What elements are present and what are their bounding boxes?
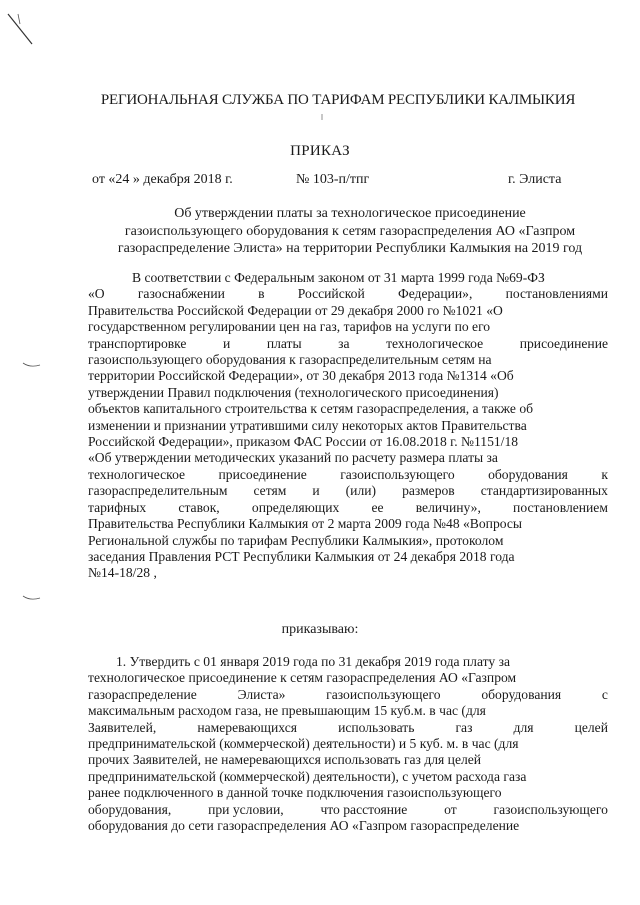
text-word: оборудования xyxy=(488,466,568,482)
text-word: Правительства Российской Федерации от 29 декабря 2000 го №1021 «О xyxy=(88,302,503,318)
text-word: (или) xyxy=(345,483,377,499)
text-word: газоиспользующего xyxy=(326,686,441,702)
text-word: ее xyxy=(371,499,384,515)
scan-mark-left-2 xyxy=(22,593,42,603)
subject-line: газораспределение Элиста» на территории Республики Калмыкия на 2019 год xyxy=(117,241,583,256)
text-word: транспортировке xyxy=(88,335,187,351)
text-word: В соответствии с Федеральным законом от 31 марта 1999 года №69-ФЗ xyxy=(132,270,545,285)
text-line xyxy=(88,368,608,384)
text-word: сетям xyxy=(253,483,287,499)
order-date: от «24 » декабря 2018 г. xyxy=(92,172,233,187)
text-word: предпринимательской (коммерческой) деятельности) и 5 куб. м. в час (для xyxy=(88,736,519,752)
text-word: в xyxy=(258,286,265,302)
text-word: объектов капитального строительства к сетям газораспределения, а также об xyxy=(88,401,534,417)
text-line xyxy=(88,467,608,483)
text-word: стандартизированных xyxy=(480,483,608,499)
text-word: максимальным расходом газа, не превышающим 15 куб.м. в час (для xyxy=(88,703,486,719)
text-word: газ xyxy=(455,719,473,735)
text-line xyxy=(88,565,608,581)
text-line xyxy=(88,418,608,434)
text-line xyxy=(88,286,608,302)
text-line xyxy=(88,769,608,785)
text-word: присоединение xyxy=(519,335,608,351)
text-line xyxy=(88,670,608,686)
text-word: Российской xyxy=(297,286,365,302)
text-word: оборудования xyxy=(481,686,562,702)
text-word: использовать xyxy=(338,719,415,735)
scan-mark-top-left xyxy=(4,10,38,50)
text-word: за xyxy=(338,335,350,351)
text-word: технологическое xyxy=(88,466,186,482)
text-line xyxy=(88,352,608,368)
text-word: и xyxy=(312,483,320,499)
order-city: г. Элиста xyxy=(508,172,562,187)
text-word: Региональной службы по тарифам Республики Калмыкия», протоколом xyxy=(88,532,504,548)
text-line xyxy=(88,818,608,834)
text-word: размеров xyxy=(402,483,455,499)
text-word: прочих Заявителей, не намеревающихся использовать газ для целей xyxy=(88,752,482,768)
text-word: что расстояние xyxy=(320,801,408,817)
text-line xyxy=(88,401,608,417)
text-line xyxy=(88,303,608,319)
text-word: платы xyxy=(266,335,302,351)
text-word: ставок, xyxy=(178,499,220,515)
text-word: оборудования, xyxy=(88,801,172,817)
text-word: государственном регулировании цен на газ, тарифов на услуги по его xyxy=(88,319,491,335)
text-word: №14-18/28 , xyxy=(88,565,157,581)
text-word: при условии, xyxy=(208,801,284,817)
organization-name: РЕГИОНАЛЬНАЯ СЛУЖБА ПО ТАРИФАМ РЕСПУБЛИКИ КАЛМЫКИЯ xyxy=(100,92,576,108)
text-word: газоснабжении xyxy=(137,286,225,302)
text-word: газоиспользующего xyxy=(340,466,455,482)
text-word: присоединение xyxy=(218,466,307,482)
text-line xyxy=(88,500,608,516)
text-word: Элиста» xyxy=(237,686,286,702)
text-word: утверждении Правил подключения (технологического присоединения) xyxy=(88,384,499,400)
text-word: газоиспользующего оборудования к газораспределительным сетям на xyxy=(88,352,492,368)
text-line xyxy=(88,533,608,549)
text-line xyxy=(88,483,608,499)
text-word: и xyxy=(223,335,231,351)
text-line xyxy=(88,720,608,736)
text-word: заседания Правления РСТ Республики Калмыкия от 24 декабря 2018 года xyxy=(88,548,515,564)
text-line xyxy=(88,752,608,768)
text-word: ранее подключенного в данной точке подключения газоиспользующего xyxy=(88,785,502,801)
text-word: изменении и признании утратившими силу некоторых актов Правительства xyxy=(88,417,527,433)
text-word: газоиспользующего xyxy=(493,801,608,817)
subject-line: Об утверждении платы за технологическое присоединение xyxy=(174,206,526,221)
text-word: газораспределительным xyxy=(88,483,228,499)
text-word: величину», xyxy=(415,499,481,515)
scan-dot xyxy=(320,114,324,120)
order-subject xyxy=(100,205,600,258)
text-word: тарифных xyxy=(88,499,147,515)
text-word: целей xyxy=(574,719,608,735)
text-word: газораспределение xyxy=(88,686,197,702)
text-line xyxy=(88,270,608,286)
text-word: определяющих xyxy=(251,499,340,515)
text-line xyxy=(88,434,608,450)
text-word: Заявителей, xyxy=(88,719,157,735)
text-line xyxy=(88,516,608,532)
text-line xyxy=(88,736,608,752)
text-word: «Об утверждении методических указаний по расчету размера платы за xyxy=(88,450,498,466)
text-line xyxy=(88,450,608,466)
document-type: ПРИКАЗ xyxy=(290,143,350,159)
text-line xyxy=(88,319,608,335)
text-word: намеревающихся xyxy=(197,719,297,735)
text-word: постановлениями xyxy=(505,286,608,302)
subject-line: газоиспользующего оборудования к сетям газораспределения АО «Газпром xyxy=(124,223,576,239)
text-line xyxy=(88,654,608,670)
text-line xyxy=(88,785,608,801)
text-word: от xyxy=(444,801,457,817)
text-word: предпринимательской (коммерческой) деятельности), с учетом расхода газа xyxy=(88,768,527,784)
text-line xyxy=(88,385,608,401)
text-word: Правительства Республики Калмыкия от 2 марта 2009 года №48 «Вопросы xyxy=(88,516,523,532)
text-word: Федерации», xyxy=(397,286,473,302)
text-word: «О xyxy=(88,286,105,302)
text-word: Российской Федерации», приказом ФАС России от 16.08.2018 г. №1151/18 xyxy=(88,434,519,450)
text-line xyxy=(88,703,608,719)
text-word: к xyxy=(601,466,608,482)
text-word: постановлением xyxy=(513,499,608,515)
order-number: № 103-п/тпг xyxy=(296,172,370,187)
scan-mark-left xyxy=(22,360,42,370)
text-line xyxy=(88,687,608,703)
decision-word: приказываю: xyxy=(281,622,359,637)
text-word: технологическое присоединение к сетям газораспределения АО «Газпром xyxy=(88,670,517,686)
preamble-paragraph xyxy=(88,270,608,582)
text-word: с xyxy=(601,686,608,702)
order-item-1 xyxy=(88,654,608,834)
text-line xyxy=(88,802,608,818)
text-word: технологическое xyxy=(386,335,484,351)
text-word: оборудования до сети газораспределения АО «Газпром газораспределение xyxy=(88,818,520,834)
text-line xyxy=(88,549,608,565)
text-word: для xyxy=(513,719,534,735)
text-line xyxy=(88,336,608,352)
text-word: 1. Утвердить с 01 января 2019 года по 31 декабря 2019 года плату за xyxy=(116,654,511,669)
text-word: территории Российской Федерации», от 30 декабря 2013 года №1314 «Об xyxy=(88,368,514,384)
